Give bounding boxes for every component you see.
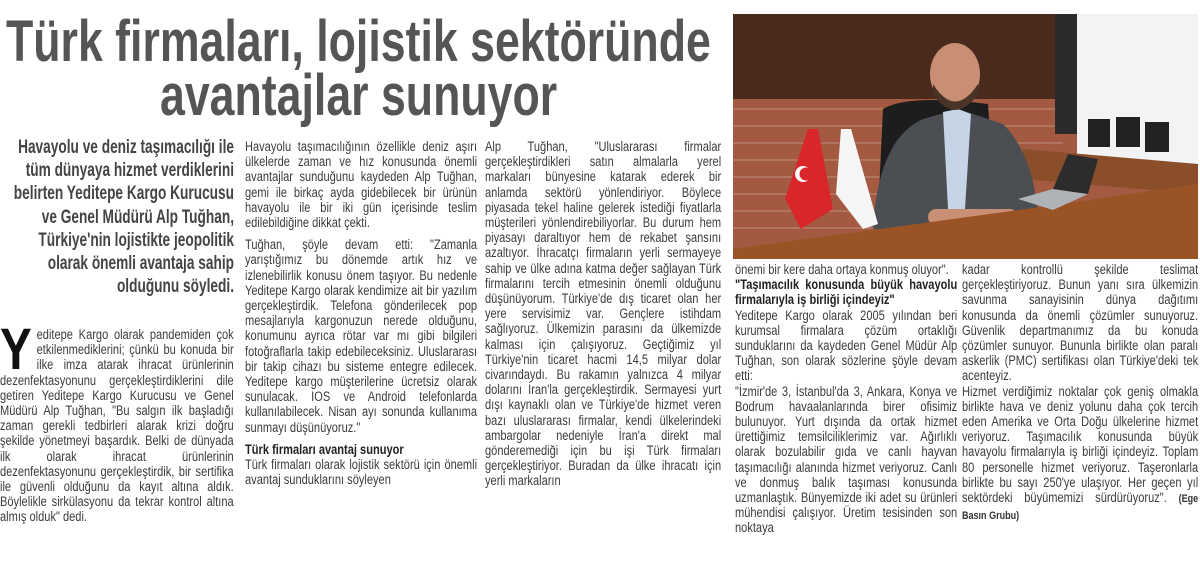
column-1 — [0, 317, 234, 525]
body-paragraph: Havayolu taşımacılığının özellikle deniz aşırı ülkelerde zaman ve hız konusunda önemli avantajlar sunduğunu kaydeden Alp Tuğhan, gemi ile birkaç ayda gidebilecek bir ürünün havayolu ile bir iki gün içerisinde teslim edilebildiğine dikkat çekti. — [245, 139, 478, 231]
body-paragraph: Yeditepe Kargo olarak pandemiden çok etkilenmediklerini; çünkü bu konuda bir ilke imza atarak ihracat ürünlerinin dezenfektasyonunu gerçekleştirdiklerini dile getiren Yeditepe Kargo Kurucusu ve Genel Müdürü Alp Tuğhan, "Bu salgın ilk başladığı zaman gerekli tedbirleri alarak krizi doğru şekilde yönetmeyi başardık. Belki de dünyada ilk olarak ihracat ürünlerinin dezenfektasyonunu gerçekleştirdik, bir sertifika ile güvenli olduğunu da kayıt altına aldık. Böylelikle sirkülasyonu da tekrar kontrol altına almış olduk" dedi. — [0, 317, 234, 525]
subheading: Türk firmaları avantaj sunuyor — [245, 441, 404, 457]
column-2 — [245, 139, 477, 487]
subheading: "Taşımacılık konusunda büyük havayolu firmalarıyla iş birliği içindeyiz" — [735, 277, 958, 308]
body-paragraph: Yeditepe Kargo olarak 2005 yılından beri kurumsal firmalara çözüm ortaklığı sunduklarını da kaydeden Genel Müdür Alp Tuğhan, son olarak sözlerine şöyle devam etti: — [735, 307, 958, 384]
source-credit: (Ege Basın Grubu) — [962, 493, 1199, 523]
column-3 — [485, 139, 721, 489]
body-paragraph: Hizmet verdiğimiz noktalar çok geniş olmakla birlikte hava ve deniz yolunu daha çok tercih eden Amerika ve Orta Doğu ülkelerine hizmet veriyoruz. Taşımacılık konusunda büyük havayolu firmalarıyla iş birliği içindeyiz. Toplam 80 personelle hizmet veriyoruz. Taşeronlarla birlikte bu sayı 250'ye ulaşıyor. Her geçen yıl sektördeki büyümemizi sürdürüyoruz". (Ege Basın Grubu) — [962, 383, 1199, 523]
portrait-photo — [733, 14, 1198, 259]
headline-line-2: avantajlar sunuyor — [160, 63, 558, 128]
body-paragraph-continued: kadar kontrollü şekilde teslimat gerçekleştiriyoruz. Bunun yanı sıra ülkemizin savunma sanayisinin dünya dağıtımı konusunda da önemli çözümler sunuyoruz. Güvenlik departmanımız da bu konuda çözümler sunuyor. Bununla birlikte olan paralı askerlik (PMC) sertifikası olan Türkiye'deki tek acenteyiz. — [962, 262, 1199, 384]
headline-line-1: Türk firmaları, lojistik sektöründe — [6, 9, 711, 74]
column-4 — [735, 262, 957, 536]
body-paragraph-continued: önemi bir kere daha ortaya konmuş oluyor". — [735, 262, 949, 277]
body-paragraph: Türk firmaları olarak lojistik sektörü için önemli avantaj sunduklarını söyleyen — [245, 457, 478, 488]
wooden-panel — [733, 14, 1058, 99]
body-paragraph-continued: Alp Tuğhan, "Uluslararası firmalar gerçekleştirdikleri satın almalarla yerel markaları bünyesine katarak ederek bir anlamda sektörü yönlendiriyor. Böylece piyasada tekel haline gelerek istediği fiyatlarla müşterileri yönlendirebiliyorlar. Bu durum hem piyasayı daraltıyor hem de rekabet şansını azaltıyor. İhracatçı firmaların yerli sermayeye sahip ve ülke adına katma değer sağlayan Türk firmalarını tercih etmesinin önemli olduğunu düşünüyorum. Türkiye'de dış ticaret olan her yere servisimiz var. Gençlere istihdam sağlıyoruz. Ülkemizin parasını da ülkemizde kalması için çalışıyoruz. Geçtiğimiz yıl Türkiye'nin ticaret hacmi 14,5 milyar dolar civarındaydı. Bu rakamın yalnızca 4 milyar dolarını İran'la gerçekleştirdik. Sermayesi yurt dışı kaynaklı olan ve Türkiye'de hizmet veren bazı uluslararası firmalar, kendi ülkelerindeki ambargolar nedeniyle İran'a direkt mal gönderemediği için bu işi Türk firmaları gerçekleştiriyor. Buradan da ülke ihracatı için yerli markaların — [485, 139, 722, 489]
body-paragraph: "İzmir'de 3, İstanbul'da 3, Ankara, Konya ve Bodrum havaalanlarında birer ofisimiz bulunuyor. Yurt dışında da ortak hizmet ürettiğimiz temsilciliklerimiz var. Ağırlıklı olarak bozulabilir gıda ve canlı hayvan taşımacılığı alanında hizmet veriyoruz. Canlı ve donmuş balık taşıması konusunda uzmanlaştık. Bünyemizde iki adet su ürünleri mühendisi çalışıyor. Üretim tesisinden son noktaya — [735, 383, 958, 536]
drop-cap: Y — [0, 317, 32, 382]
body-paragraph: Tuğhan, şöyle devam etti: "Zamanla yarıştığımız bu dönemde artık hız ve izlenebilirlik konusu önem taşıyor. Bu nedenle Yeditepe Kargo olarak kendimize ait bir yazılım gerçekleştirdik. Telefona gönderilecek pop mesajlarıyla kargonuzun nerede olduğunu, konumunu ayrıca rötar var mı gibi bilgileri fotoğraflarla takip edebileceksiniz. Uluslararası bir takip cihazı bu sisteme entegre edilecek. Yeditepe kargo müşterilerine ücretsiz olarak sunulacak. IOS ve Android telefonlarda kullanılabilecek. Nisan ayı sonunda kullanıma sunmayı düşünüyoruz." — [245, 237, 478, 435]
column-5 — [962, 262, 1198, 524]
lead-paragraph: Havayolu ve deniz taşımacılığı ile tüm dünyaya hizmet verdiklerini belirten Yeditepe Kargo Kurucusu ve Genel Müdürü Alp Tuğhan, Türkiye'nin lojistikte jeopolitik olarak önemli avantaja sahip olduğunu söyledi. — [13, 137, 235, 298]
